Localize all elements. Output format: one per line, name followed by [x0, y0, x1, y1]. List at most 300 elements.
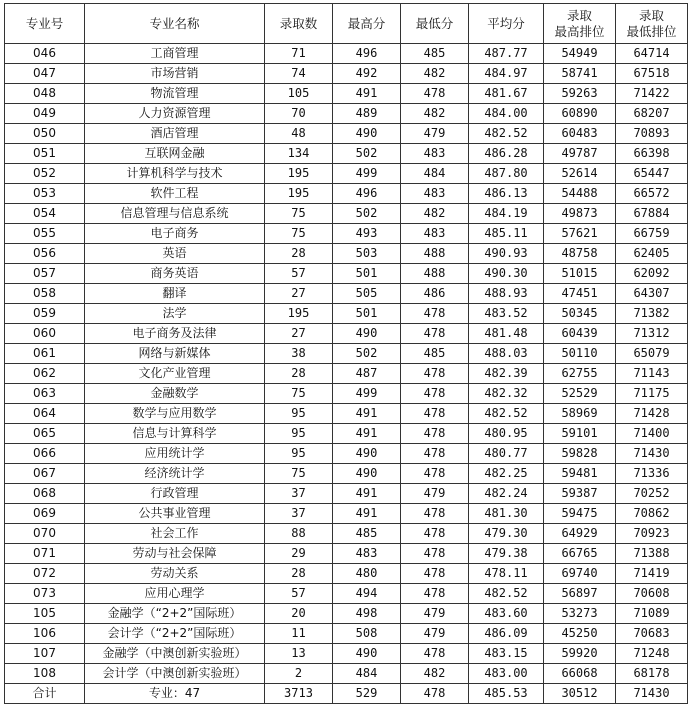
table-cell: 60483 [544, 124, 616, 144]
table-cell: 105 [5, 604, 85, 624]
table-cell: 478 [401, 424, 469, 444]
table-cell: 人力资源管理 [85, 104, 265, 124]
column-header [333, 4, 401, 44]
table-cell: 479 [401, 604, 469, 624]
table-cell: 483 [401, 144, 469, 164]
table-cell: 073 [5, 584, 85, 604]
table-cell: 法学 [85, 304, 265, 324]
table-cell: 38 [265, 344, 333, 364]
table-cell: 电子商务 [85, 224, 265, 244]
column-header-label: 最高排位 [554, 23, 605, 39]
table-cell: 71400 [616, 424, 688, 444]
column-header-label: 最低分 [415, 15, 454, 31]
table-cell: 13 [265, 644, 333, 664]
table-cell: 70608 [616, 584, 688, 604]
table-cell: 490.93 [469, 244, 544, 264]
table-cell: 27 [265, 284, 333, 304]
table-row [5, 364, 688, 384]
table-body [5, 44, 688, 704]
table-cell: 51015 [544, 264, 616, 284]
table-cell: 508 [333, 624, 401, 644]
table-row [5, 304, 688, 324]
table-cell: 行政管理 [85, 484, 265, 504]
table-cell: 59101 [544, 424, 616, 444]
table-cell: 480 [333, 564, 401, 584]
table-row [5, 104, 688, 124]
table-row [5, 464, 688, 484]
table-cell: 484.00 [469, 104, 544, 124]
table-row [5, 384, 688, 404]
table-cell: 055 [5, 224, 85, 244]
table-cell: 71382 [616, 304, 688, 324]
table-cell: 58969 [544, 404, 616, 424]
table-cell: 195 [265, 304, 333, 324]
table-cell: 482.24 [469, 484, 544, 504]
table-cell: 502 [333, 344, 401, 364]
table-cell: 67518 [616, 64, 688, 84]
table-cell: 484.97 [469, 64, 544, 84]
table-cell: 478 [401, 444, 469, 464]
table-cell: 486 [401, 284, 469, 304]
table-row [5, 164, 688, 184]
table-cell: 479 [401, 624, 469, 644]
table-cell: 501 [333, 304, 401, 324]
table-cell: 134 [265, 144, 333, 164]
table-cell: 37 [265, 484, 333, 504]
table-cell: 50345 [544, 304, 616, 324]
table-cell: 62092 [616, 264, 688, 284]
table-cell: 11 [265, 624, 333, 644]
table-cell: 70 [265, 104, 333, 124]
table-cell: 105 [265, 84, 333, 104]
table-cell: 会计学（“2+2”国际班） [85, 624, 265, 644]
table-cell: 482 [401, 204, 469, 224]
table-row [5, 584, 688, 604]
column-header-label: 专业号 [25, 15, 64, 31]
table-cell: 483.00 [469, 664, 544, 684]
table-cell: 067 [5, 464, 85, 484]
column-header-label: 录取数 [279, 15, 318, 31]
column-header [616, 4, 688, 44]
table-cell: 482 [401, 664, 469, 684]
table-row [5, 184, 688, 204]
table-cell: 3713 [265, 684, 333, 704]
table-cell: 503 [333, 244, 401, 264]
table-cell: 37 [265, 504, 333, 524]
table-cell: 75 [265, 224, 333, 244]
table-row [5, 544, 688, 564]
total-row [5, 684, 688, 704]
table-cell: 482 [401, 64, 469, 84]
table-row [5, 444, 688, 464]
table-cell: 75 [265, 464, 333, 484]
table-cell: 59920 [544, 644, 616, 664]
table-row [5, 244, 688, 264]
table-cell: 063 [5, 384, 85, 404]
table-cell: 劳动关系 [85, 564, 265, 584]
table-cell: 072 [5, 564, 85, 584]
table-cell: 71336 [616, 464, 688, 484]
table-cell: 金融学（“2+2”国际班） [85, 604, 265, 624]
table-cell: 062 [5, 364, 85, 384]
table-cell: 478 [401, 584, 469, 604]
table-cell: 482.52 [469, 124, 544, 144]
table-cell: 058 [5, 284, 85, 304]
table-row [5, 344, 688, 364]
column-header [401, 4, 469, 44]
table-row [5, 644, 688, 664]
table-cell: 56897 [544, 584, 616, 604]
table-cell: 28 [265, 564, 333, 584]
table-cell: 65447 [616, 164, 688, 184]
table-cell: 71143 [616, 364, 688, 384]
table-cell: 479.30 [469, 524, 544, 544]
table-row [5, 624, 688, 644]
table-cell: 66765 [544, 544, 616, 564]
table-cell: 481.30 [469, 504, 544, 524]
table-cell: 59387 [544, 484, 616, 504]
table-cell: 499 [333, 384, 401, 404]
table-cell: 478 [401, 324, 469, 344]
table-cell: 59828 [544, 444, 616, 464]
table-cell: 会计学（中澳创新实验班） [85, 664, 265, 684]
table-cell: 英语 [85, 244, 265, 264]
table-cell: 049 [5, 104, 85, 124]
table-cell: 482.25 [469, 464, 544, 484]
table-cell: 71430 [616, 444, 688, 464]
table-cell: 483 [401, 184, 469, 204]
table-cell: 金融学（中澳创新实验班） [85, 644, 265, 664]
table-cell: 52614 [544, 164, 616, 184]
table-cell: 491 [333, 424, 401, 444]
table-cell: 059 [5, 304, 85, 324]
table-cell: 490 [333, 124, 401, 144]
table-cell: 68207 [616, 104, 688, 124]
table-cell: 493 [333, 224, 401, 244]
table-cell: 69740 [544, 564, 616, 584]
table-cell: 490 [333, 444, 401, 464]
table-cell: 195 [265, 184, 333, 204]
table-cell: 商务英语 [85, 264, 265, 284]
table-cell: 数学与应用数学 [85, 404, 265, 424]
table-cell: 529 [333, 684, 401, 704]
table-cell: 479.38 [469, 544, 544, 564]
table-cell: 网络与新媒体 [85, 344, 265, 364]
table-cell: 483.52 [469, 304, 544, 324]
table-cell: 电子商务及法律 [85, 324, 265, 344]
table-row [5, 284, 688, 304]
table-cell: 490 [333, 464, 401, 484]
table-cell: 54949 [544, 44, 616, 64]
table-cell: 483.15 [469, 644, 544, 664]
table-row [5, 404, 688, 424]
table-cell: 478 [401, 84, 469, 104]
table-cell: 71428 [616, 404, 688, 424]
column-header-label: 最高分 [347, 15, 386, 31]
table-cell: 59475 [544, 504, 616, 524]
column-header [544, 4, 616, 44]
table-cell: 484 [333, 664, 401, 684]
column-header-label: 最低排位 [626, 23, 677, 39]
admission-score-table [4, 3, 688, 704]
table-cell: 490.30 [469, 264, 544, 284]
table-cell: 485.53 [469, 684, 544, 704]
table-cell: 71175 [616, 384, 688, 404]
table-cell: 482.52 [469, 404, 544, 424]
table-cell: 066 [5, 444, 85, 464]
table-cell: 88 [265, 524, 333, 544]
table-cell: 2 [265, 664, 333, 684]
table-cell: 60890 [544, 104, 616, 124]
table-cell: 485 [333, 524, 401, 544]
table-row [5, 664, 688, 684]
table-cell: 057 [5, 264, 85, 284]
table-cell: 28 [265, 364, 333, 384]
table-cell: 71430 [616, 684, 688, 704]
table-cell: 47451 [544, 284, 616, 304]
table-cell: 481.48 [469, 324, 544, 344]
column-header-label: 专业名称 [149, 15, 200, 31]
table-cell: 488.03 [469, 344, 544, 364]
table-cell: 64929 [544, 524, 616, 544]
table-cell: 046 [5, 44, 85, 64]
column-header [5, 4, 85, 44]
table-cell: 59263 [544, 84, 616, 104]
table-cell: 505 [333, 284, 401, 304]
table-cell: 应用心理学 [85, 584, 265, 604]
table-cell: 056 [5, 244, 85, 264]
table-cell: 信息管理与信息系统 [85, 204, 265, 224]
table-cell: 479 [401, 484, 469, 504]
table-cell: 478 [401, 384, 469, 404]
table-cell: 48758 [544, 244, 616, 264]
table-row [5, 124, 688, 144]
column-header-label: 录取 [566, 7, 592, 23]
table-cell: 49873 [544, 204, 616, 224]
table-cell: 54488 [544, 184, 616, 204]
table-row [5, 44, 688, 64]
table-cell: 482.52 [469, 584, 544, 604]
table-row [5, 224, 688, 244]
table-cell: 487.77 [469, 44, 544, 64]
column-header-label: 平均分 [487, 15, 525, 31]
table-cell: 金融数学 [85, 384, 265, 404]
table-cell: 478 [401, 564, 469, 584]
table-cell: 20 [265, 604, 333, 624]
table-cell: 478 [401, 684, 469, 704]
table-cell: 64307 [616, 284, 688, 304]
table-cell: 劳动与社会保障 [85, 544, 265, 564]
table-cell: 互联网金融 [85, 144, 265, 164]
table-cell: 57 [265, 584, 333, 604]
table-cell: 58741 [544, 64, 616, 84]
table-cell: 52529 [544, 384, 616, 404]
table-cell: 70862 [616, 504, 688, 524]
table-cell: 市场营销 [85, 64, 265, 84]
table-cell: 478.11 [469, 564, 544, 584]
table-cell: 71312 [616, 324, 688, 344]
table-cell: 491 [333, 484, 401, 504]
table-cell: 490 [333, 644, 401, 664]
table-cell: 70683 [616, 624, 688, 644]
table-cell: 108 [5, 664, 85, 684]
table-cell: 60439 [544, 324, 616, 344]
table-cell: 484 [401, 164, 469, 184]
table-cell: 文化产业管理 [85, 364, 265, 384]
table-cell: 478 [401, 304, 469, 324]
column-header-label: 录取 [638, 7, 664, 23]
table-cell: 71089 [616, 604, 688, 624]
table-cell: 29 [265, 544, 333, 564]
table-cell: 488 [401, 244, 469, 264]
table-cell: 68178 [616, 664, 688, 684]
table-cell: 66572 [616, 184, 688, 204]
table-cell: 478 [401, 644, 469, 664]
table-cell: 491 [333, 504, 401, 524]
table-cell: 27 [265, 324, 333, 344]
table-cell: 公共事业管理 [85, 504, 265, 524]
table-cell: 信息与计算科学 [85, 424, 265, 444]
table-header-row [5, 4, 688, 44]
table-cell: 485 [401, 44, 469, 64]
table-cell: 482.32 [469, 384, 544, 404]
table-row [5, 604, 688, 624]
table-row [5, 144, 688, 164]
table-cell: 054 [5, 204, 85, 224]
table-cell: 479 [401, 124, 469, 144]
table-cell: 483.60 [469, 604, 544, 624]
table-cell: 490 [333, 324, 401, 344]
table-cell: 480.95 [469, 424, 544, 444]
table-cell: 486.13 [469, 184, 544, 204]
column-header [265, 4, 333, 44]
table-cell: 491 [333, 84, 401, 104]
table-row [5, 264, 688, 284]
table-cell: 071 [5, 544, 85, 564]
table-cell: 106 [5, 624, 85, 644]
table-cell: 计算机科学与技术 [85, 164, 265, 184]
table-cell: 62405 [616, 244, 688, 264]
table-row [5, 324, 688, 344]
table-cell: 28 [265, 244, 333, 264]
table-cell: 065 [5, 424, 85, 444]
table-cell: 75 [265, 384, 333, 404]
column-header [469, 4, 544, 44]
table-cell: 060 [5, 324, 85, 344]
table-cell: 498 [333, 604, 401, 624]
table-cell: 478 [401, 544, 469, 564]
table-cell: 59481 [544, 464, 616, 484]
table-cell: 62755 [544, 364, 616, 384]
table-row [5, 564, 688, 584]
table-cell: 483 [401, 224, 469, 244]
table-cell: 488 [401, 264, 469, 284]
table-cell: 70923 [616, 524, 688, 544]
table-cell: 49787 [544, 144, 616, 164]
table-cell: 478 [401, 504, 469, 524]
table-cell: 047 [5, 64, 85, 84]
table-cell: 061 [5, 344, 85, 364]
table-cell: 478 [401, 364, 469, 384]
table-cell: 486.09 [469, 624, 544, 644]
table-cell: 95 [265, 404, 333, 424]
table-row [5, 64, 688, 84]
table-cell: 软件工程 [85, 184, 265, 204]
table-cell: 工商管理 [85, 44, 265, 64]
table-cell: 物流管理 [85, 84, 265, 104]
table-cell: 489 [333, 104, 401, 124]
table-cell: 95 [265, 424, 333, 444]
table-cell: 45250 [544, 624, 616, 644]
table-cell: 社会工作 [85, 524, 265, 544]
table-cell: 74 [265, 64, 333, 84]
table-cell: 053 [5, 184, 85, 204]
table-row [5, 424, 688, 444]
table-cell: 71248 [616, 644, 688, 664]
table-cell: 70893 [616, 124, 688, 144]
table-cell: 30512 [544, 684, 616, 704]
table-cell: 107 [5, 644, 85, 664]
table-cell: 051 [5, 144, 85, 164]
table-cell: 502 [333, 144, 401, 164]
table-row [5, 204, 688, 224]
table-cell: 57621 [544, 224, 616, 244]
table-cell: 57 [265, 264, 333, 284]
table-cell: 专业：47 [85, 684, 265, 704]
table-cell: 195 [265, 164, 333, 184]
table-cell: 501 [333, 264, 401, 284]
table-cell: 64714 [616, 44, 688, 64]
table-cell: 485.11 [469, 224, 544, 244]
table-cell: 494 [333, 584, 401, 604]
table-cell: 95 [265, 444, 333, 464]
table-cell: 53273 [544, 604, 616, 624]
table-cell: 487.80 [469, 164, 544, 184]
table-cell: 487 [333, 364, 401, 384]
table-row [5, 84, 688, 104]
table-row [5, 504, 688, 524]
table-cell: 485 [401, 344, 469, 364]
table-cell: 71 [265, 44, 333, 64]
table-cell: 合计 [5, 684, 85, 704]
table-cell: 经济统计学 [85, 464, 265, 484]
table-cell: 478 [401, 404, 469, 424]
column-header [85, 4, 265, 44]
table-cell: 酒店管理 [85, 124, 265, 144]
table-cell: 491 [333, 404, 401, 424]
table-cell: 492 [333, 64, 401, 84]
table-cell: 71388 [616, 544, 688, 564]
table-cell: 480.77 [469, 444, 544, 464]
table-cell: 064 [5, 404, 85, 424]
table-cell: 482 [401, 104, 469, 124]
table-cell: 50110 [544, 344, 616, 364]
table-cell: 496 [333, 184, 401, 204]
table-cell: 66068 [544, 664, 616, 684]
table-cell: 069 [5, 504, 85, 524]
table-cell: 050 [5, 124, 85, 144]
table-cell: 052 [5, 164, 85, 184]
table-cell: 70252 [616, 484, 688, 504]
table-cell: 068 [5, 484, 85, 504]
admission-table-container [4, 3, 688, 704]
table-cell: 478 [401, 464, 469, 484]
table-cell: 翻译 [85, 284, 265, 304]
table-cell: 484.19 [469, 204, 544, 224]
table-cell: 应用统计学 [85, 444, 265, 464]
table-cell: 48 [265, 124, 333, 144]
table-cell: 65079 [616, 344, 688, 364]
